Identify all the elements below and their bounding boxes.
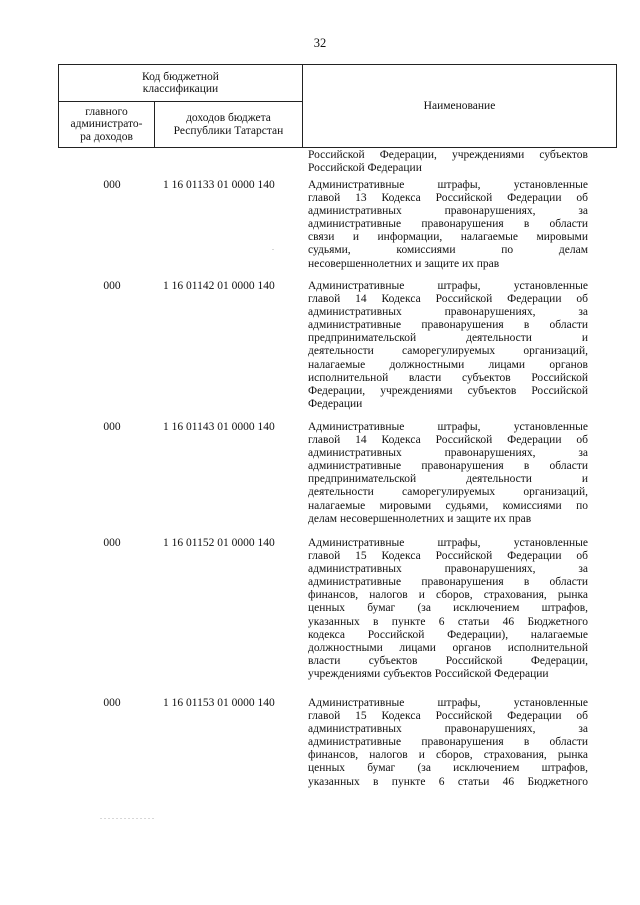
admin-code: 000 (103, 280, 121, 292)
header-admin-title-line: главного (85, 105, 128, 118)
header-admin-title (58, 101, 155, 148)
text-line: административных правонарушениях, за (308, 447, 588, 460)
text-line: Административные штрафы, установленные (308, 697, 588, 709)
text-line: административных правонарушениях, за (308, 306, 588, 319)
text-line: судьями, комиссиями по делам (308, 244, 588, 257)
text-line: учреждениями субъектов Российской Федерации (308, 667, 549, 680)
budget-code: 1 16 01153 01 0000 140 (163, 697, 275, 709)
text-line: ценных бумаг (за исключением штрафов, (308, 602, 588, 615)
text-line: Российской Федерации, учреждениями субъектов (308, 149, 588, 161)
text-line: Российской Федерации (308, 162, 422, 175)
text-line: ценных бумаг (за исключением штрафов, (308, 762, 588, 775)
admin-code: 000 (103, 537, 121, 549)
text-line: главой 13 Кодекса Российской Федерации об (308, 192, 588, 205)
text-line: должностными лицами органов исполнительной (308, 641, 588, 654)
row-description (308, 280, 588, 411)
text-line: главой 14 Кодекса Российской Федерации об (308, 293, 588, 306)
text-line: указанных в пункте 6 статьи 46 Бюджетного (308, 615, 588, 628)
row-description (308, 179, 588, 271)
text-line: административных правонарушениях, за (308, 723, 588, 736)
text-line: административных правонарушениях, за (308, 563, 588, 576)
text-line: предпринимательской деятельности и (308, 473, 588, 486)
text-line: исполнительной власти субъектов Российской (308, 371, 588, 384)
text-line: предпринимательской деятельности и (308, 332, 588, 345)
row-description (308, 697, 588, 789)
text-line: Федерации, учреждениями субъектов Российской (308, 384, 588, 397)
header-group-title-line: классификации (142, 83, 219, 95)
text-line: власти субъектов Российской Федерации, (308, 654, 588, 667)
text-line: Административные штрафы, установленные (308, 280, 588, 292)
text-line: финансов, налогов и сборов, страхования, рынка (308, 589, 588, 602)
admin-code: 000 (103, 697, 121, 709)
text-line: кодекса Российской Федерации), налагаемые (308, 628, 588, 641)
text-line: главой 15 Кодекса Российской Федерации об (308, 550, 588, 563)
budget-code: 1 16 01142 01 0000 140 (163, 280, 275, 292)
text-line: делам несовершеннолетних и защите их прав (308, 512, 532, 525)
text-line: административные правонарушения в области (308, 218, 588, 231)
row-description (308, 421, 588, 526)
header-name-title-text: Наименование (423, 99, 496, 112)
admin-code: 000 (103, 179, 121, 191)
budget-code: 1 16 01143 01 0000 140 (163, 421, 275, 433)
header-admin-title-line: ра доходов (80, 130, 133, 143)
header-budget-title (154, 101, 303, 148)
text-line: административные правонарушения в области (308, 319, 588, 332)
header-budget-title-line: Республики Татарстан (173, 124, 284, 137)
header-group-title-line: Код бюджетной (142, 70, 219, 83)
text-line: административные правонарушения в области (308, 736, 588, 749)
text-line: главой 14 Кодекса Российской Федерации об (308, 434, 588, 447)
text-line: налагаемые должностными лицами органов (308, 358, 588, 371)
text-line: Федерации (308, 397, 363, 410)
text-line: несовершеннолетних и защите их прав (308, 257, 500, 270)
text-line: главой 15 Кодекса Российской Федерации об (308, 710, 588, 723)
header-name-title (303, 64, 616, 148)
text-line: указанных в пункте 6 статьи 46 Бюджетного (308, 775, 588, 788)
continuation-text (308, 149, 588, 175)
budget-code: 1 16 01152 01 0000 140 (163, 537, 275, 549)
header-budget-title-line: доходов бюджета (186, 112, 271, 124)
text-line: деятельности саморегулируемых организаций, (308, 345, 588, 358)
text-line: деятельности саморегулируемых организаций, (308, 486, 588, 499)
text-line: Административные штрафы, установленные (308, 179, 588, 191)
text-line: Административные штрафы, установленные (308, 537, 588, 549)
page-number: 32 (313, 36, 327, 50)
text-line: административные правонарушения в области (308, 576, 588, 589)
scan-speck: . . . . . . . . . . . . . . (100, 812, 154, 821)
scan-speck: . (272, 243, 274, 252)
text-line: административных правонарушениях, за (308, 205, 588, 218)
header-group-title (58, 64, 303, 102)
header-admin-title-line: администрато- (70, 118, 143, 131)
text-line: Административные штрафы, установленные (308, 421, 588, 433)
text-line: административные правонарушения в области (308, 460, 588, 473)
text-line: связи и информации, налагаемые мировыми (308, 231, 588, 244)
row-description (308, 537, 588, 681)
budget-code: 1 16 01133 01 0000 140 (163, 179, 275, 191)
text-line: финансов, налогов и сборов, страхования, рынка (308, 749, 588, 762)
admin-code: 000 (103, 421, 121, 433)
table-header (58, 64, 616, 148)
text-line: налагаемые мировыми судьями, комиссиями по (308, 499, 588, 512)
